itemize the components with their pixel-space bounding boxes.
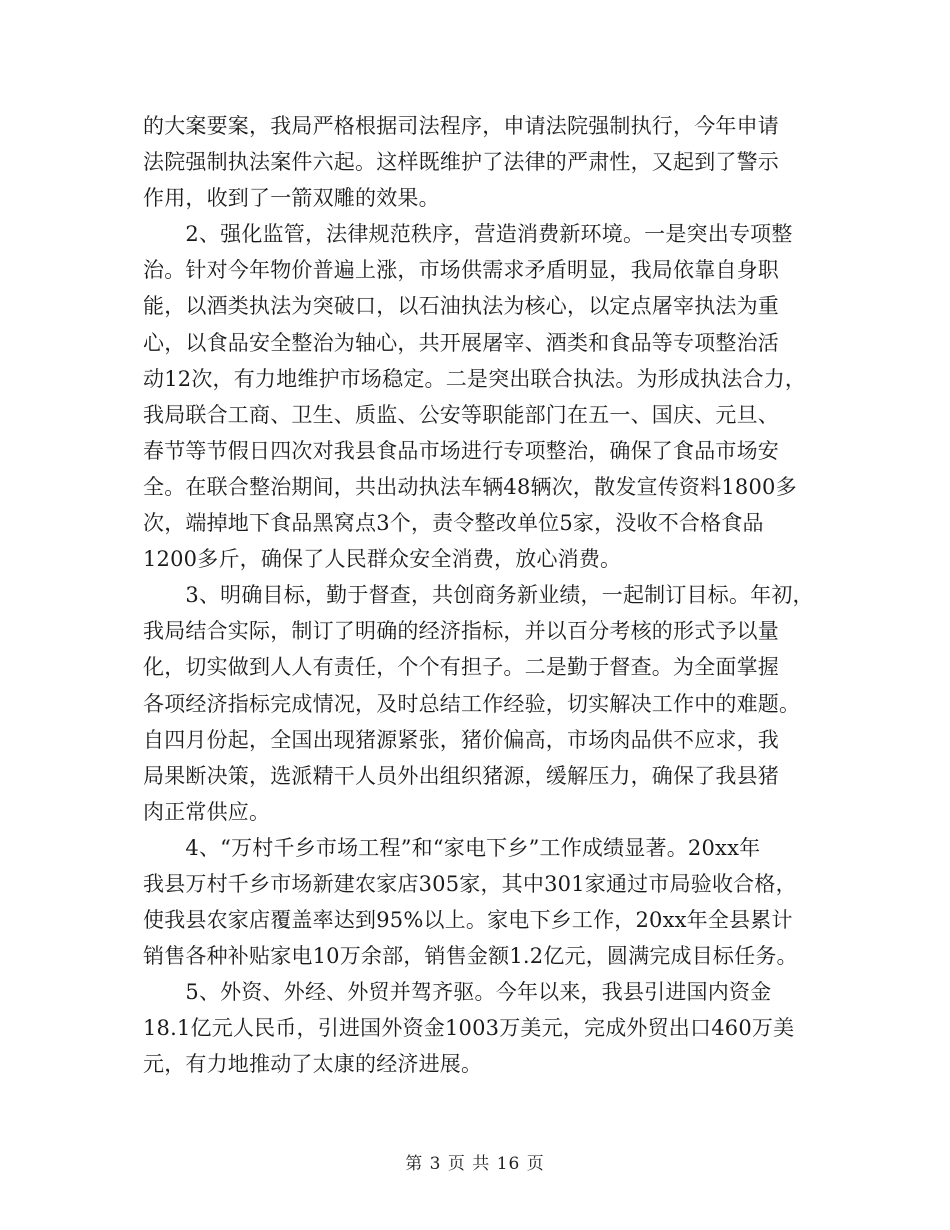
text-line: 3、明确目标，勤于督查，共创商务新业绩，一起制订目标。年初， xyxy=(143,583,814,608)
text-line: 动12次，有力地维护市场稳定。二是突出联合执法。为形成执法合力， xyxy=(143,366,807,391)
page-number-footer: 第 3 页 共 16 页 xyxy=(405,1154,545,1174)
text-line: 我局结合实际，制订了明确的经济指标，并以百分考核的形式予以量 xyxy=(143,619,779,644)
text-line: 4、“万村千乡市场工程”和“家电下乡”工作成绩显著。20xx年 xyxy=(143,835,761,860)
text-line: 1200多斤，确保了人民群众安全消费，放心消费。 xyxy=(143,547,622,572)
text-line: 我县万村千乡市场新建农家店305家，其中301家通过市局验收合格， xyxy=(143,871,797,896)
document-body xyxy=(143,108,813,1083)
text-line: 5、外资、外经、外贸并驾齐驱。今年以来，我县引进国内资金 xyxy=(143,980,772,1005)
text-line: 能，以酒类执法为突破口，以石油执法为核心，以定点屠宰执法为重 xyxy=(143,294,779,319)
text-line: 法院强制执法案件六起。这样既维护了法律的严肃性，又起到了警示 xyxy=(143,150,779,175)
text-line: 全。在联合整治期间，共出动执法车辆48辆次，散发宣传资料1800多 xyxy=(143,474,797,499)
text-line: 心，以食品安全整治为轴心，共开展屠宰、酒类和食品等专项整治活 xyxy=(143,330,779,355)
text-line: 2、强化监管，法律规范秩序，营造消费新环境。一是突出专项整 xyxy=(143,222,793,247)
text-line: 的大案要案，我局严格根据司法程序，申请法院强制执行，今年申请 xyxy=(143,114,779,138)
text-line: 治。针对今年物价普遍上涨，市场供需求矛盾明显，我局依靠自身职 xyxy=(143,258,779,283)
text-line: 销售各种补贴家电10万余部，销售金额1.2亿元，圆满完成目标任务。 xyxy=(143,944,798,969)
text-line: 化，切实做到人人有责任，个个有担子。二是勤于督查。为全面掌握 xyxy=(143,655,779,680)
text-line: 肉正常供应。 xyxy=(143,799,271,824)
text-line: 自四月份起，全国出现猪源紧张，猪价偏高，市场肉品供不应求，我 xyxy=(143,727,779,752)
text-line: 次，端掉地下食品黑窝点3个，责令整改单位5家，没收不合格食品 xyxy=(143,511,764,536)
text-line: 作用，收到了一箭双雕的效果。 xyxy=(143,186,440,211)
text-line: 我局联合工商、卫生、质监、公安等职能部门在五一、国庆、元旦、 xyxy=(143,402,779,427)
text-line: 18.1亿元人民币，引进国外资金1003万美元，完成外贸出口460万美 xyxy=(143,1016,795,1041)
text-line: 各项经济指标完成情况，及时总结工作经验，切实解决工作中的难题。 xyxy=(143,691,801,716)
text-line: 使我县农家店覆盖率达到95%以上。家电下乡工作，20xx年全县累计 xyxy=(143,908,793,933)
text-line: 局果断决策，选派精干人员外出组织猪源，缓解压力，确保了我县猪 xyxy=(143,763,779,788)
text-line: 春节等节假日四次对我县食品市场进行专项整治，确保了食品市场安 xyxy=(143,438,779,463)
text-line: 元，有力地推动了太康的经济进展。 xyxy=(143,1052,483,1077)
